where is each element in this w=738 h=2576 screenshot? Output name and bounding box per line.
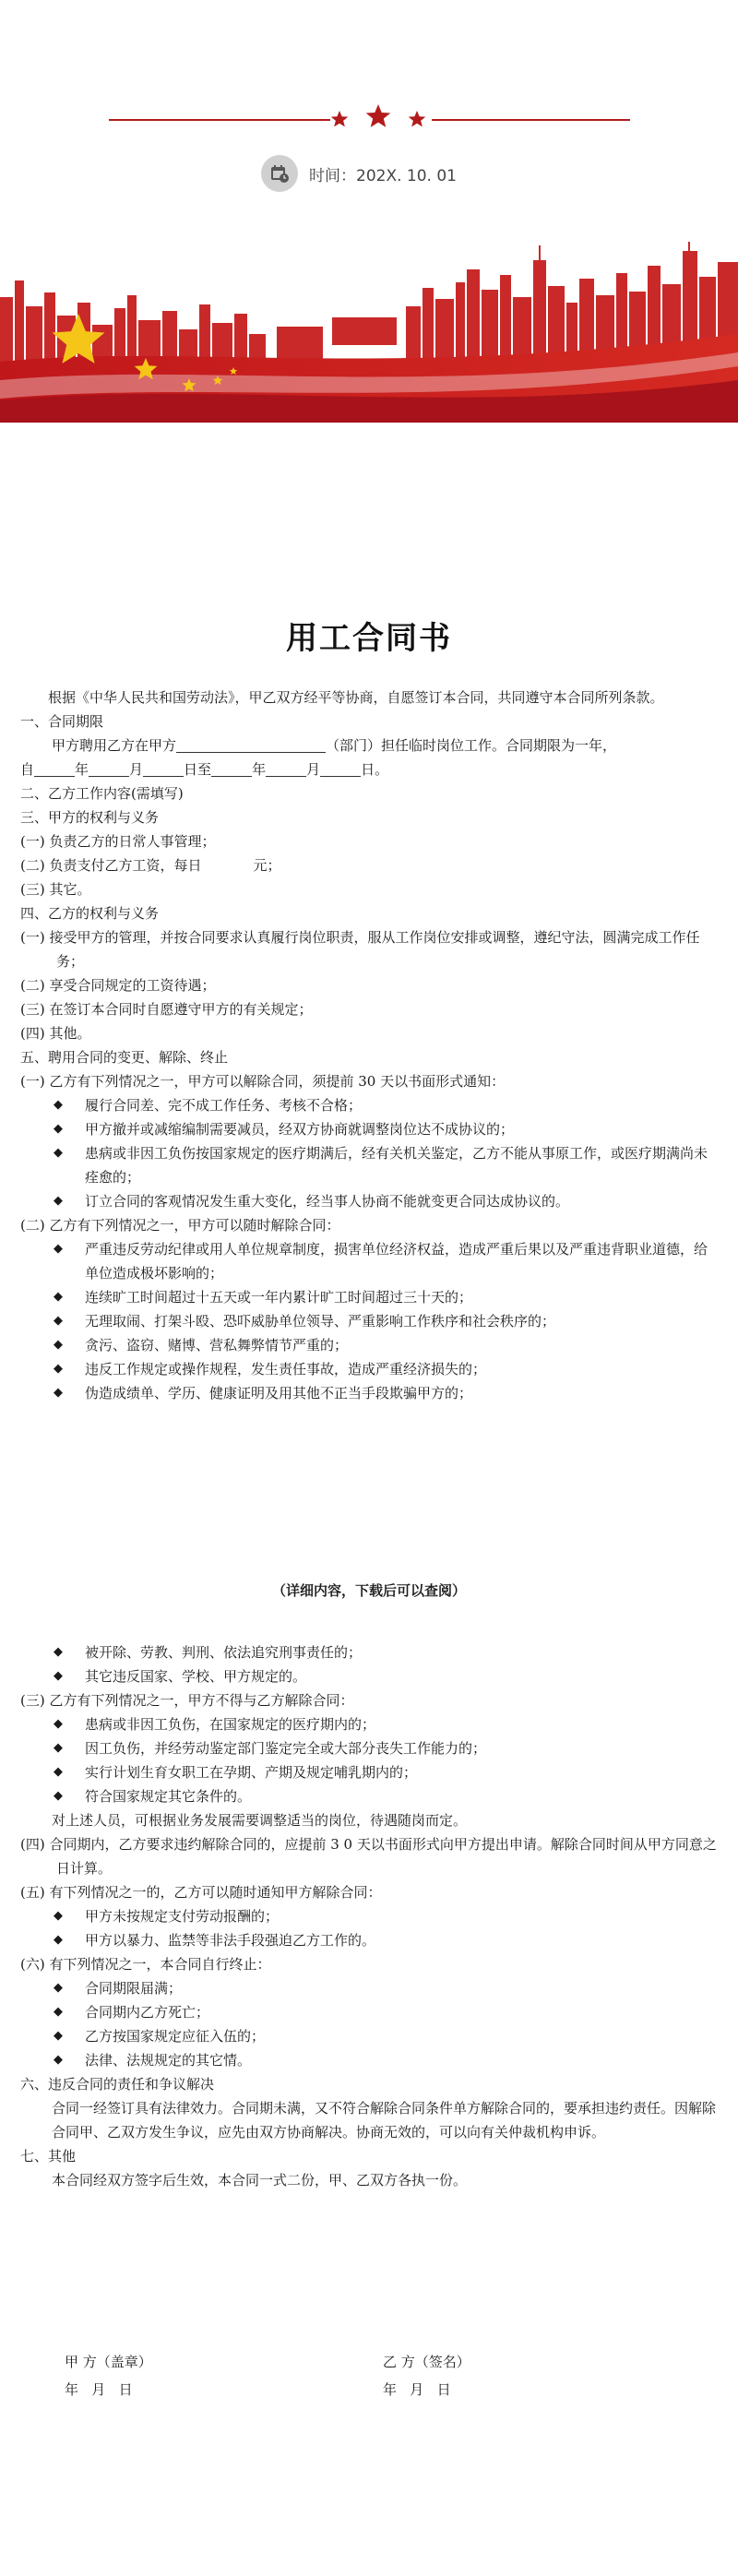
diamond-bullet-icon: ◆ [54,2053,63,2067]
bullet-item [20,1189,718,1213]
bullet-text: 乙方按国家规定应征入伍的； [85,2028,266,2045]
party-a-date: 年 月 日 [65,2381,133,2398]
list-item: (六) 有下列情况之一，本合同自行终止： [20,1956,271,1973]
three-stars-icon [323,100,434,137]
bullet-item [20,1664,718,1688]
party-b-signature [383,2348,470,2403]
list-item: (四) 合同期内，乙方要求违约解除合同的，应提前 3 0 天以书面形式向甲方提出申请。解除合同时间从甲方同意之日计算。 [20,1836,717,1877]
bullet-text: 其它违反国家、学校、甲方规定的。 [85,1668,307,1685]
bullet-item [20,1760,718,1784]
section-text: 合同一经签订具有法律效力。合同期未满，又不符合解除合同条件单方解除合同的，要承担违约责任。因解除合同甲、乙双方发生争议，应先由双方协商解决。协商无效的，可以向有关仲裁机构申诉。 [52,2100,717,2141]
diamond-bullet-icon: ◆ [54,1645,63,1659]
bullet-list [20,1237,718,1405]
list-item: (一) 乙方有下列情况之一，甲方可以解除合同，须提前 30 天以书面形式通知： [20,1073,506,1090]
bullet-text: 实行计划生育女职工在孕期、产期及规定哺乳期内的； [85,1764,418,1781]
diamond-bullet-icon: ◆ [54,1314,63,1328]
party-b-date: 年 月 日 [383,2381,451,2398]
header-rule-left [109,119,330,121]
bullet-text: 连续旷工时间超过十五天或一年内累计旷工时间超过三十天的； [85,1289,473,1306]
bullet-item [20,1640,718,1664]
term-line-2: 自 年 月 日至 年 月 日。 [20,761,389,778]
bullet-item [20,1237,718,1285]
list-item: (三) 乙方有下列情况之一，甲方不得与乙方解除合同： [20,1692,354,1709]
diamond-bullet-icon: ◆ [54,1122,63,1136]
section-heading: 二、乙方工作内容(需填写) [20,785,184,802]
bullet-text: 被开除、劳教、判刑、依法追究刑事责任的； [85,1644,363,1661]
section-heading: 四、乙方的权利与义务 [20,905,160,922]
list-item: (一) 负责乙方的日常人事管理； [20,833,216,850]
download-note: （详细内容，下载后可以查阅） [271,1582,466,1599]
diamond-bullet-icon: ◆ [54,1146,63,1160]
bullet-text: 法律、法规规定的其它情。 [85,2052,252,2069]
bullet-item [20,1904,718,1928]
bullet-text: 伪造成绩单、学历、健康证明及用其他不正当手段欺骗甲方的； [85,1385,473,1401]
diamond-bullet-icon: ◆ [54,1194,63,1208]
bullet-text: 合同期内乙方死亡； [85,2004,210,2021]
bullet-item [20,1141,718,1189]
bullet-list [20,1640,718,1688]
bullet-item [20,1976,718,2000]
bullet-item [20,1357,718,1381]
bullet-item [20,1736,718,1760]
bullet-text: 患病或非因工负伤，在国家规定的医疗期内的； [85,1716,376,1733]
page-title: 用工合同书 [286,620,452,657]
bullet-item [20,1928,718,1952]
diamond-bullet-icon: ◆ [54,1290,63,1304]
bullet-text: 贪污、盗窃、赌博、营私舞弊情节严重的； [85,1337,349,1354]
party-a-label: 甲 方（盖章） [65,2354,152,2370]
section-text: 本合同经双方签字后生效，本合同一式二份，甲、乙双方各执一份。 [52,2172,468,2188]
bullet-text: 无理取闹、打架斗殴、恐吓威胁单位领导、严重影响工作秩序和社会秩序的； [85,1313,556,1330]
diamond-bullet-icon: ◆ [54,1909,63,1923]
bullet-item [20,1784,718,1808]
diamond-bullet-icon: ◆ [54,1338,63,1352]
list-item: (二) 享受合同规定的工资待遇； [20,977,216,994]
bullet-text: 履行合同差、完不成工作任务、考核不合格； [85,1097,363,1114]
time-row [261,155,457,192]
list-item: (三) 其它。 [20,881,91,898]
bullet-list [20,1093,718,1213]
contract-body-continued [20,1640,718,2192]
diamond-bullet-icon: ◆ [54,1386,63,1400]
term-line-1: 甲方聘用乙方在甲方 （部门）担任临时岗位工作。合同期限为一年， [52,737,617,754]
bullet-item [20,1712,718,1736]
bullet-item [20,1309,718,1333]
bullet-text: 符合国家规定其它条件的。 [85,1788,252,1805]
header-rule-right [432,119,630,121]
bullet-list [20,1976,718,2072]
section-heading: 三、甲方的权利与义务 [20,809,160,826]
list-item: (三) 在签订本合同时自愿遵守甲方的有关规定； [20,1001,313,1018]
bullet-text: 合同期限届满； [85,1980,183,1997]
bullet-item [20,1093,718,1117]
bullet-text: 甲方撤并或减缩编制需要减员，经双方协商就调整岗位达不成协议的； [85,1121,515,1138]
diamond-bullet-icon: ◆ [54,1981,63,1995]
bullet-item [20,1117,718,1141]
bullet-text: 甲方以暴力、监禁等非法手段强迫乙方工作的。 [85,1932,376,1949]
diamond-bullet-icon: ◆ [54,1242,63,1256]
diamond-bullet-icon: ◆ [54,1098,63,1112]
bullet-item [20,2024,718,2048]
list-item: (五) 有下列情况之一的，乙方可以随时通知甲方解除合同： [20,1884,382,1901]
list-item: (一) 接受甲方的管理，并按合同要求认真履行岗位职责，服从工作岗位安排或调整，遵纪守法，圆满完成工作任务； [20,929,700,970]
diamond-bullet-icon: ◆ [54,2005,63,2019]
note-line: 对上述人员，可根据业务发展需要调整适当的岗位，待遇随岗而定。 [52,1812,468,1829]
city-banner [0,242,738,423]
intro-paragraph: 根据《中华人民共和国劳动法》，甲乙双方经平等协商，自愿签订本合同，共同遵守本合同所列条款。 [48,689,664,706]
diamond-bullet-icon: ◆ [54,1717,63,1731]
contract-body [20,686,718,1405]
bullet-text: 违反工作规定或操作规程，发生责任事故，造成严重经济损失的； [85,1361,487,1377]
bullet-list [20,1904,718,1952]
party-a-signature [65,2348,152,2403]
diamond-bullet-icon: ◆ [54,1765,63,1779]
bullet-text: 甲方未按规定支付劳动报酬的； [85,1908,280,1925]
diamond-bullet-icon: ◆ [54,1741,63,1755]
bullet-item [20,1381,718,1405]
diamond-bullet-icon: ◆ [54,1933,63,1947]
diamond-bullet-icon: ◆ [54,1669,63,1683]
bullet-text: 患病或非因工负伤按国家规定的医疗期满后，经有关机关鉴定，乙方不能从事原工作，或医疗期满尚未痊愈的； [85,1145,708,1186]
section-heading: 七、其他 [20,2148,77,2165]
section-heading: 五、聘用合同的变更、解除、终止 [20,1049,229,1066]
list-item: (四) 其他。 [20,1025,91,1042]
bullet-item [20,2048,718,2072]
diamond-bullet-icon: ◆ [54,2029,63,2043]
bullet-item [20,1285,718,1309]
list-item: (二) 乙方有下列情况之一，甲方可以随时解除合同： [20,1217,340,1234]
bullet-text: 订立合同的客观情况发生重大变化，经当事人协商不能就变更合同达成协议的。 [85,1193,570,1210]
bullet-item [20,1333,718,1357]
time-label: 时间：202X. 10. 01 [309,166,457,185]
party-b-label: 乙 方（签名） [383,2354,470,2370]
bullet-list [20,1712,718,1808]
section-heading: 一、合同期限 [20,713,104,730]
diamond-bullet-icon: ◆ [54,1789,63,1803]
section-heading: 六、违反合同的责任和争议解决 [20,2076,215,2093]
diamond-bullet-icon: ◆ [54,1362,63,1376]
list-item: (二) 负责支付乙方工资，每日 元； [20,857,281,874]
bullet-text: 严重违反劳动纪律或用人单位规章制度，损害单位经济权益，造成严重后果以及严重违背职业道德，给单位造成极坏影响的； [85,1241,708,1282]
bullet-text: 因工负伤，并经劳动鉴定部门鉴定完全或大部分丧失工作能力的； [85,1740,487,1757]
bullet-item [20,2000,718,2024]
calendar-clock-icon [261,155,298,192]
